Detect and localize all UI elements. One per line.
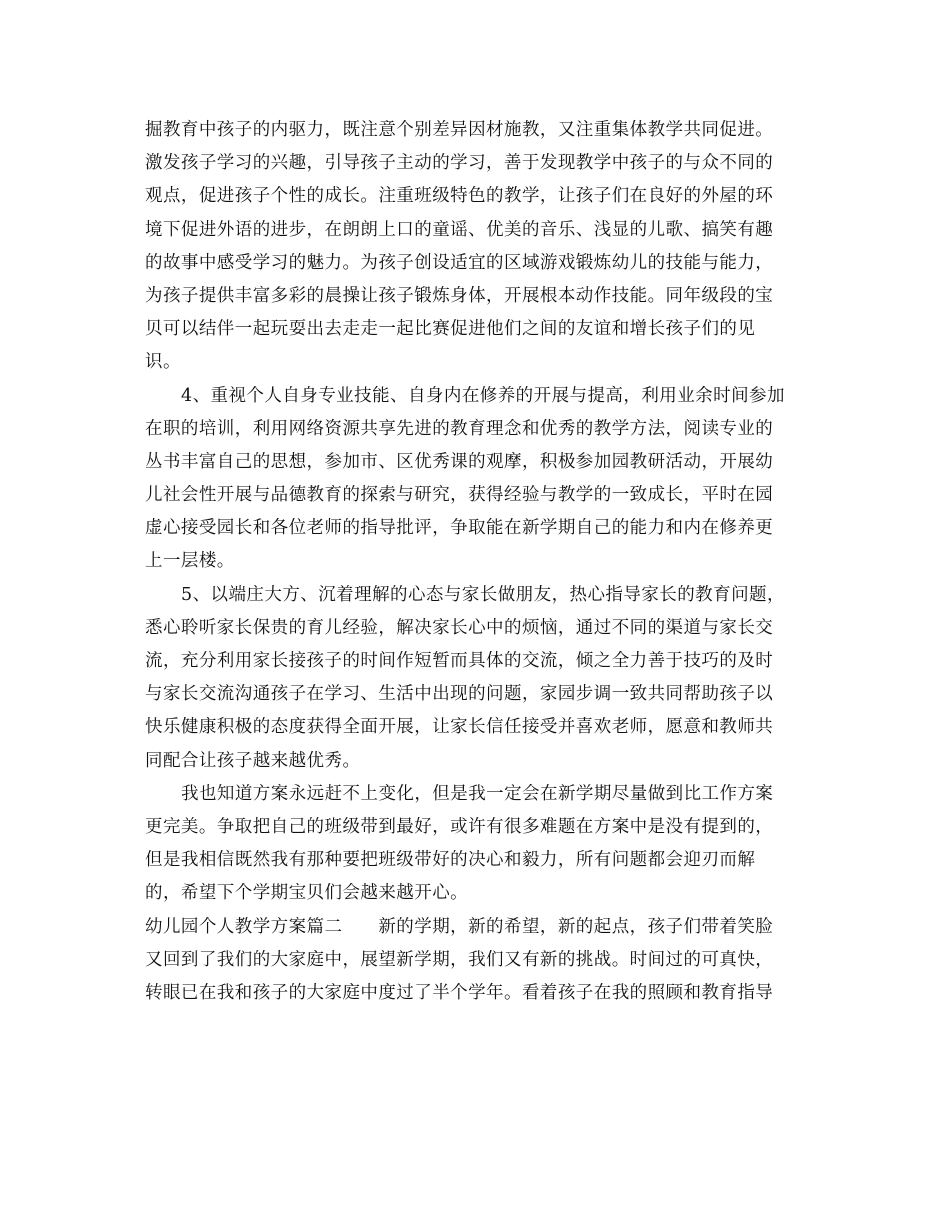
closing-paragraph-start: 我也知道方案永远赶不上变化，但是我一定会在新学期尽量做到比工作方案 xyxy=(181,783,774,804)
text-line: 贝可以结伴一起玩耍出去走走一起比赛促进他们之间的友谊和增长孩子们的见 xyxy=(145,319,756,340)
text-line: 识。 xyxy=(145,352,181,373)
text-line: 虚心接受园长和各位老师的指导批评，争取能在新学期自己的能力和内在修养更 xyxy=(145,518,774,539)
text-line: 在职的培训，利用网络资源共享先进的教育理念和优秀的教学方法，阅读专业的 xyxy=(145,418,774,439)
text-line: 与家长交流沟通孩子在学习、生活中出现的问题，家园步调一致共同帮助孩子以 xyxy=(145,684,774,705)
text-line: 为孩子提供丰富多彩的晨操让孩子锻炼身体，开展根本动作技能。同年级段的宝 xyxy=(145,285,774,306)
text-line: 更完美。争取把自己的班级带到最好，或许有很多难题在方案中是没有提到的， xyxy=(145,816,774,837)
text-line: 但是我相信既然我有那种要把班级带好的决心和毅力，所有问题都会迎刃而解 xyxy=(145,850,756,871)
text-line: 掘教育中孩子的内驱力，既注意个别差异因材施教，又注重集体教学共同促进。 xyxy=(145,120,774,140)
text-line: 悉心聆听家长保贵的育儿经验，解决家长心中的烦恼，通过不同的渠道与家长交 xyxy=(145,617,774,638)
text-line: 激发孩子学习的兴趣，引导孩子主动的学习，善于发现教学中孩子的与众不同的 xyxy=(145,153,774,174)
section-two-start: 幼儿园个人教学方案篇二 新的学期，新的希望，新的起点，孩子们带着笑脸 xyxy=(145,916,774,937)
text-line: 的故事中感受学习的魅力。为孩子创设适宜的区域游戏锻炼幼儿的技能与能力， xyxy=(145,252,774,273)
text-line: 的，希望下个学期宝贝们会越来越开心。 xyxy=(145,883,469,904)
text-line: 儿社会性开展与品德教育的探索与研究，获得经验与教学的一致成长，平时在园 xyxy=(145,485,774,506)
text-line: 丛书丰富自己的思想，参加市、区优秀课的观摩，积极参加园教研活动，开展幼 xyxy=(145,451,774,472)
text-line: 流，充分利用家长接孩子的时间作短暂而具体的交流，倾之全力善于技巧的及时 xyxy=(145,651,774,671)
text-line: 又回到了我们的大家庭中，展望新学期，我们又有新的挑战。时间过的可真快， xyxy=(145,949,774,970)
paragraph-5-start: 5、以端庄大方、沉着理解的心态与家长做朋友，热心指导家长的教育问题， xyxy=(181,584,785,605)
paragraph-4-start: 4、重视个人自身专业技能、自身内在修养的开展与提高，利用业余时间参加 xyxy=(181,385,785,406)
text-line: 观点，促进孩子个性的成长。注重班级特色的教学，让孩子们在良好的外屋的环 xyxy=(145,186,774,207)
document-page xyxy=(145,114,805,1010)
text-line: 转眼已在我和孩子的大家庭中度过了半个学年。看着孩子在我的照顾和教育指导 xyxy=(145,982,774,1003)
text-line: 快乐健康积极的态度获得全面开展，让家长信任接受并喜欢老师，愿意和教师共 xyxy=(145,717,774,738)
text-line: 同配合让孩子越来越优秀。 xyxy=(145,750,361,771)
text-line: 境下促进外语的进步，在朗朗上口的童谣、优美的音乐、浅显的儿歌、搞笑有趣 xyxy=(145,219,774,240)
text-line: 上一层楼。 xyxy=(145,551,235,572)
